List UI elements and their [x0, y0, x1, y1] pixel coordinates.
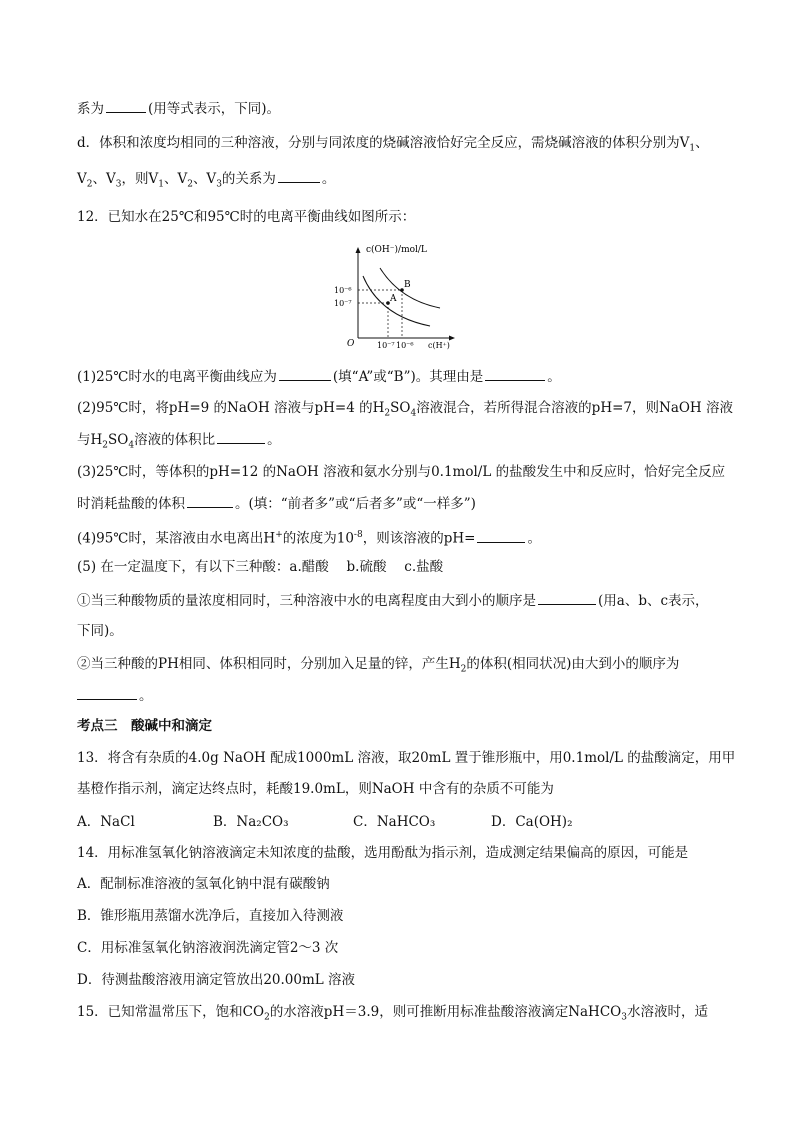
text: 水溶液时，适 — [626, 1004, 708, 1020]
text: 溶液混合，若所得混合溶液的pH=7，则NaOH 溶液 — [416, 400, 733, 416]
text: 。 — [139, 688, 153, 704]
x-tick-label: 10⁻⁷ — [377, 341, 395, 350]
text: 时消耗盐酸的体积 — [77, 496, 185, 512]
text: (用等式表示，下同)。 — [148, 101, 281, 117]
text-line — [77, 429, 281, 456]
subscript: 2 — [187, 179, 193, 190]
subscript: 1 — [689, 143, 696, 154]
text: 15．已知常温常压下，饱和CO — [77, 1004, 265, 1020]
text: (2)95℃时，将pH=9 的NaOH 溶液与pH=4 的H — [77, 400, 385, 416]
answer-blank[interactable] — [538, 590, 596, 605]
y-tick-label: 10⁻⁷ — [334, 299, 352, 308]
text: 考点三 酸碱中和滴定 — [77, 718, 212, 734]
y-tick-label: 10⁻⁶ — [334, 286, 352, 295]
text: ，则该溶液的pH= — [362, 530, 476, 547]
text: D．待测盐酸溶液用滴定管放出20.00mL 溶液 — [77, 972, 356, 988]
option-a[interactable]: A．NaCl — [77, 814, 135, 830]
option-b[interactable] — [77, 906, 343, 926]
text: 的水溶液pH＝3.9，则可推断用标准盐酸溶液滴定NaHCO — [269, 1004, 622, 1020]
option-d[interactable]: D．Ca(OH)₂ — [491, 814, 573, 830]
origin-label: O — [347, 339, 355, 349]
text: 下同)。 — [77, 623, 123, 639]
text-line — [77, 493, 476, 514]
text: (5) 在一定温度下，有以下三种酸：a.醋酸 b.硫酸 c.盐酸 — [77, 559, 444, 575]
subscript: 4 — [410, 408, 417, 419]
subscript: 2 — [460, 664, 467, 675]
text-line — [77, 779, 554, 799]
text: 。 — [267, 432, 281, 448]
text-line — [77, 654, 679, 680]
option-c[interactable]: C．NaHCO₃ — [353, 814, 436, 830]
text-line — [77, 843, 688, 863]
subscript: 3 — [621, 1012, 627, 1023]
text: 。 — [527, 530, 541, 547]
point-b-label: B — [404, 280, 411, 290]
subscript: 2 — [264, 1012, 270, 1023]
text: A．配制标准溶液的氢氧化钠中混有碳酸钠 — [77, 876, 330, 892]
text: B．锥形瓶用蒸馏水洗净后，直接加入待测液 — [77, 908, 344, 924]
x-tick-label: 10⁻⁶ — [396, 341, 414, 350]
text: 系为 — [77, 101, 104, 117]
text: (填“A”或“B”)。其理由是 — [332, 369, 484, 385]
text: 与H — [77, 432, 103, 448]
subscript: 2 — [384, 408, 391, 419]
text: V — [77, 171, 87, 187]
text: 13．将含有杂质的4.0g NaOH 配成1000mL 溶液，取20mL 置于锥形瓶中，用0.1mol/L 的盐酸滴定，用甲 — [77, 750, 736, 766]
text: (用a、b、c表示， — [598, 593, 709, 609]
x-axis-label: c(H⁺) — [428, 341, 450, 350]
text: 、V — [163, 171, 188, 187]
answer-blank[interactable] — [279, 366, 331, 381]
y-axis-arrow — [356, 247, 361, 253]
text: (1)25℃时水的电离平衡曲线应为 — [77, 369, 277, 385]
text: ，则V — [121, 171, 159, 187]
ionization-equilibrium-graph — [330, 238, 460, 353]
text: ②当三种酸的PH相同、体积相同时，分别加入足量的锌，产生H — [77, 656, 461, 672]
text: 。 — [547, 369, 561, 385]
superscript: + — [275, 530, 283, 540]
subscript: 2 — [86, 179, 93, 190]
option-d[interactable] — [77, 970, 355, 990]
option-c[interactable] — [77, 938, 338, 958]
text-line — [77, 621, 123, 641]
text: 、V — [192, 171, 217, 187]
text: 基橙作指示剂，滴定达终点时，耗酸19.0mL，则NaOH 中含有的杂质不可能为 — [77, 781, 554, 797]
text: 、 — [695, 135, 709, 151]
text: 溶液的体积比 — [134, 432, 216, 448]
answer-blank[interactable] — [278, 168, 320, 183]
section-heading — [77, 716, 212, 736]
text: 、V — [92, 171, 116, 187]
text-line — [77, 748, 735, 768]
text: 的体积(相同状况)由大到小的顺序为 — [466, 656, 680, 672]
text: 14．用标准氢氧化钠溶液滴定未知浓度的盐酸，选用酚酞为指示剂，造成测定结果偏高的原因，可能是 — [77, 845, 689, 861]
text-line — [77, 98, 280, 119]
option-a[interactable] — [77, 874, 330, 894]
text: ①当三种酸物质的量浓度相同时，三种溶液中水的电离程度由大到小的顺序是 — [77, 593, 536, 609]
superscript: -8 — [353, 530, 363, 540]
y-axis-label: c(OH⁻)/mol/L — [366, 245, 427, 255]
text-line — [77, 133, 709, 159]
text: SO — [108, 432, 129, 448]
subscript: 2 — [102, 440, 109, 451]
options-row — [77, 812, 573, 832]
text-line — [77, 557, 443, 577]
option-b[interactable]: B．Na₂CO₃ — [213, 814, 289, 830]
text-line — [77, 1002, 708, 1028]
answer-blank[interactable] — [217, 429, 265, 444]
text: (3)25℃时，等体积的pH=12 的NaOH 溶液和氨水分别与0.1mol/L 的盐酸发生中和反应时，恰好完全反应 — [77, 464, 726, 480]
text: SO — [390, 400, 411, 416]
x-axis-arrow — [449, 336, 455, 341]
text: 12．已知水在25℃和95℃时的电离平衡曲线如图所示： — [77, 209, 416, 225]
text: C．用标准氢氧化钠溶液润洗滴定管2～3 次 — [77, 940, 339, 956]
answer-blank[interactable] — [106, 98, 146, 113]
text: (4)95℃时，某溶液由水电离出H — [77, 530, 276, 547]
subscript: 1 — [158, 179, 164, 190]
curve-a — [363, 276, 430, 326]
answer-blank[interactable] — [187, 493, 233, 508]
text-line — [77, 462, 725, 482]
text-line — [77, 398, 733, 424]
text-line — [77, 366, 561, 387]
text: 。 — [321, 171, 336, 187]
subscript: 3 — [115, 179, 122, 190]
text-line — [77, 168, 335, 195]
text-line — [77, 525, 541, 549]
subscript: 4 — [128, 440, 135, 451]
text: 的浓度为10 — [282, 530, 354, 547]
text: 的关系为 — [221, 171, 276, 187]
answer-blank[interactable] — [485, 366, 545, 381]
text: 。(填：“前者多”或“后者多”或“一样多”) — [235, 496, 476, 512]
text: d．体积和浓度均相同的三种溶液，分别与同浓度的烧碱溶液恰好完全反应，需烧碱溶液的体积分别为V — [77, 135, 690, 151]
question-12-stem — [77, 207, 415, 227]
text-line — [77, 590, 709, 611]
point-a-label: A — [390, 294, 397, 304]
text-line — [77, 685, 153, 706]
answer-blank[interactable] — [77, 685, 137, 700]
answer-blank[interactable] — [477, 528, 525, 543]
subscript: 3 — [216, 179, 222, 190]
